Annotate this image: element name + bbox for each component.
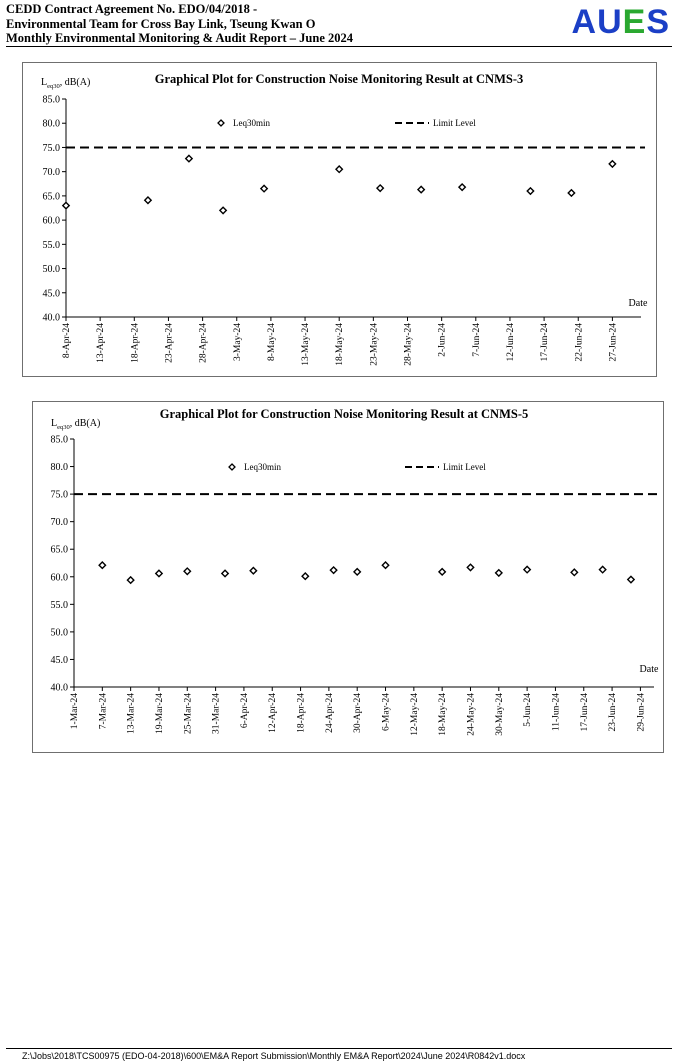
chart2-x-tick-label: 19-Mar-24 <box>154 693 165 734</box>
chart2-x-tick-label: 1-Mar-24 <box>70 693 80 730</box>
chart1-x-tick-label: 8-May-24 <box>266 323 277 361</box>
chart2-x-tick-label: 6-Apr-24 <box>239 693 250 729</box>
chart1-x-tick-label: 23-Apr-24 <box>164 323 175 363</box>
chart-cnms-5 <box>32 401 664 753</box>
chart2-y-tick-label: 80.0 <box>50 462 68 474</box>
chart1-x-tick-label: 23-May-24 <box>369 323 380 366</box>
chart2-x-tick-label: 6-May-24 <box>381 693 392 731</box>
header-line-3: Monthly Environmental Monitoring & Audit Report – June 2024 <box>6 31 354 45</box>
chart2-y-tick-label: 50.0 <box>50 627 68 639</box>
chart-cnms-3-svg <box>23 63 656 376</box>
chart1-y-tick-label: 65.0 <box>42 191 60 203</box>
chart2-x-tick-label: 17-Jun-24 <box>579 693 590 732</box>
chart2-x-tick-label: 23-Jun-24 <box>608 693 619 732</box>
chart2-x-tick-label: 18-May-24 <box>438 693 449 736</box>
chart2-x-tick-label: 12-May-24 <box>409 693 420 736</box>
chart2-data-point <box>330 567 336 573</box>
chart2-data-point <box>302 573 308 579</box>
chart1-x-tick-label: 28-May-24 <box>403 323 414 366</box>
chart2-data-point <box>496 570 502 576</box>
footer-file-path: Z:\Jobs\2018\TCS00975 (EDO-04-2018)\600\EM&A Report Submission\Monthly EM&A Report\2024\June 2024\R0842v1.docx <box>22 1051 526 1061</box>
chart2-y-label-sub: eq30 <box>57 424 70 431</box>
chart1-y-axis-label <box>41 77 90 90</box>
chart1-x-tick-label: 8-Apr-24 <box>62 323 72 359</box>
chart2-x-tick-label: 25-Mar-24 <box>183 693 194 734</box>
logo-letter-s: S <box>646 3 670 41</box>
chart2-data-point <box>222 570 228 576</box>
chart2-data-point <box>382 562 388 568</box>
chart2-x-tick-label: 5-Jun-24 <box>523 693 534 727</box>
header-line-1: CEDD Contract Agreement No. EDO/04/2018 - <box>6 2 258 16</box>
chart1-legend-limit-label: Limit Level <box>433 118 476 128</box>
chart1-data-point <box>261 185 267 191</box>
chart2-y-axis-label <box>51 418 100 431</box>
chart2-y-tick-label: 60.0 <box>50 572 68 584</box>
chart2-y-tick-label: 45.0 <box>50 654 68 666</box>
header-rule <box>6 46 672 47</box>
chart1-y-tick-label: 45.0 <box>42 288 60 300</box>
chart1-y-label-sub: eq30 <box>47 83 60 90</box>
chart1-data-point <box>220 207 226 213</box>
chart2-y-tick-label: 65.0 <box>50 544 68 556</box>
chart1-y-tick-label: 80.0 <box>42 118 60 130</box>
chart1-x-tick-label: 2-Jun-24 <box>437 323 448 357</box>
logo-letter-e: E <box>622 3 647 41</box>
chart1-x-tick-label: 13-May-24 <box>301 323 312 366</box>
chart2-data-point <box>184 568 190 574</box>
chart2-x-tick-label: 18-Apr-24 <box>296 693 307 733</box>
chart2-title: Graphical Plot for Construction Noise Monitoring Result at CNMS-5 <box>159 407 529 421</box>
chart2-y-label-main: L <box>51 418 58 429</box>
chart2-legend-leq-label: Leq30min <box>244 462 281 472</box>
chart-cnms-3 <box>22 62 657 377</box>
chart1-y-tick-label: 40.0 <box>42 312 60 324</box>
chart2-x-tick-label: 7-Mar-24 <box>98 693 109 730</box>
chart2-data-point <box>628 576 634 582</box>
chart1-y-tick-label: 85.0 <box>42 94 60 106</box>
chart1-y-label-rest: , dB(A) <box>59 77 91 88</box>
chart2-y-tick-label: 75.0 <box>50 489 68 501</box>
chart2-x-tick-label: 13-Mar-24 <box>126 693 137 734</box>
chart2-data-point <box>571 569 577 575</box>
chart1-data-point <box>418 186 424 192</box>
chart2-x-tick-label: 30-Apr-24 <box>353 693 364 733</box>
header-text <box>6 2 353 46</box>
chart1-x-tick-label: 22-Jun-24 <box>574 323 585 362</box>
chart1-data-point <box>609 161 615 167</box>
chart2-data-point <box>524 566 530 572</box>
chart2-x-tick-label: 30-May-24 <box>494 693 505 736</box>
chart1-data-point <box>336 166 342 172</box>
chart1-y-tick-label: 75.0 <box>42 142 60 154</box>
chart2-x-tick-label: 24-May-24 <box>466 693 477 736</box>
chart2-y-tick-label: 55.0 <box>50 599 68 611</box>
chart1-data-point <box>145 197 151 203</box>
chart2-data-point <box>439 569 445 575</box>
logo-letter-u: U <box>597 3 623 41</box>
chart2-y-tick-label: 85.0 <box>50 434 68 446</box>
chart1-x-tick-label: 27-Jun-24 <box>608 323 619 362</box>
chart2-data-point <box>99 562 105 568</box>
footer-rule <box>6 1048 672 1049</box>
chart1-x-tick-label: 17-Jun-24 <box>540 323 551 362</box>
header-line-2: Environmental Team for Cross Bay Link, Tseung Kwan O <box>6 16 316 31</box>
chart1-title: Graphical Plot for Construction Noise Monitoring Result at CNMS-3 <box>154 72 524 86</box>
chart1-y-tick-label: 50.0 <box>42 264 60 276</box>
chart2-data-point <box>250 568 256 574</box>
chart1-x-tick-label: 18-Apr-24 <box>130 323 141 363</box>
chart1-data-point <box>63 202 69 208</box>
chart1-x-tick-label: 3-May-24 <box>232 323 243 361</box>
chart2-y-tick-label: 40.0 <box>50 682 68 694</box>
chart2-x-tick-label: 11-Jun-24 <box>551 693 562 732</box>
chart1-y-tick-label: 70.0 <box>42 167 60 179</box>
chart1-data-point <box>568 190 574 196</box>
chart1-y-tick-label: 55.0 <box>42 239 60 251</box>
chart2-data-point <box>127 577 133 583</box>
chart2-data-point <box>599 566 605 572</box>
chart1-legend-leq-label: Leq30min <box>233 118 270 128</box>
chart2-data-point <box>156 570 162 576</box>
chart2-legend-marker-icon <box>229 464 235 470</box>
chart2-y-tick-label: 70.0 <box>50 517 68 529</box>
chart1-data-point <box>459 184 465 190</box>
chart2-data-point <box>354 569 360 575</box>
chart2-x-tick-label: 29-Jun-24 <box>636 693 647 732</box>
aues-logo <box>572 2 671 42</box>
chart1-x-tick-label: 13-Apr-24 <box>96 323 107 363</box>
chart2-legend-limit-label: Limit Level <box>443 462 486 472</box>
logo-letter-a: A <box>571 3 598 41</box>
chart1-data-point <box>527 188 533 194</box>
report-header <box>6 2 670 46</box>
chart2-x-tick-label: 24-Apr-24 <box>324 693 335 733</box>
chart2-x-tick-label: 31-Mar-24 <box>211 693 222 734</box>
chart2-data-point <box>467 564 473 570</box>
chart1-y-tick-label: 60.0 <box>42 215 60 227</box>
chart2-y-label-rest: , dB(A) <box>69 418 101 429</box>
chart1-x-axis-label: Date <box>628 298 648 309</box>
chart1-x-tick-label: 18-May-24 <box>335 323 346 366</box>
chart1-data-point <box>377 185 383 191</box>
chart1-x-tick-label: 12-Jun-24 <box>505 323 516 362</box>
chart1-data-point <box>186 155 192 161</box>
chart1-legend-marker-icon <box>218 120 224 126</box>
chart2-x-axis-label: Date <box>639 664 659 675</box>
chart2-x-tick-label: 12-Apr-24 <box>268 693 279 733</box>
chart1-x-tick-label: 28-Apr-24 <box>198 323 209 363</box>
chart-cnms-5-svg <box>33 402 663 752</box>
chart1-x-tick-label: 7-Jun-24 <box>471 323 482 357</box>
chart1-y-label-main: L <box>41 77 48 88</box>
